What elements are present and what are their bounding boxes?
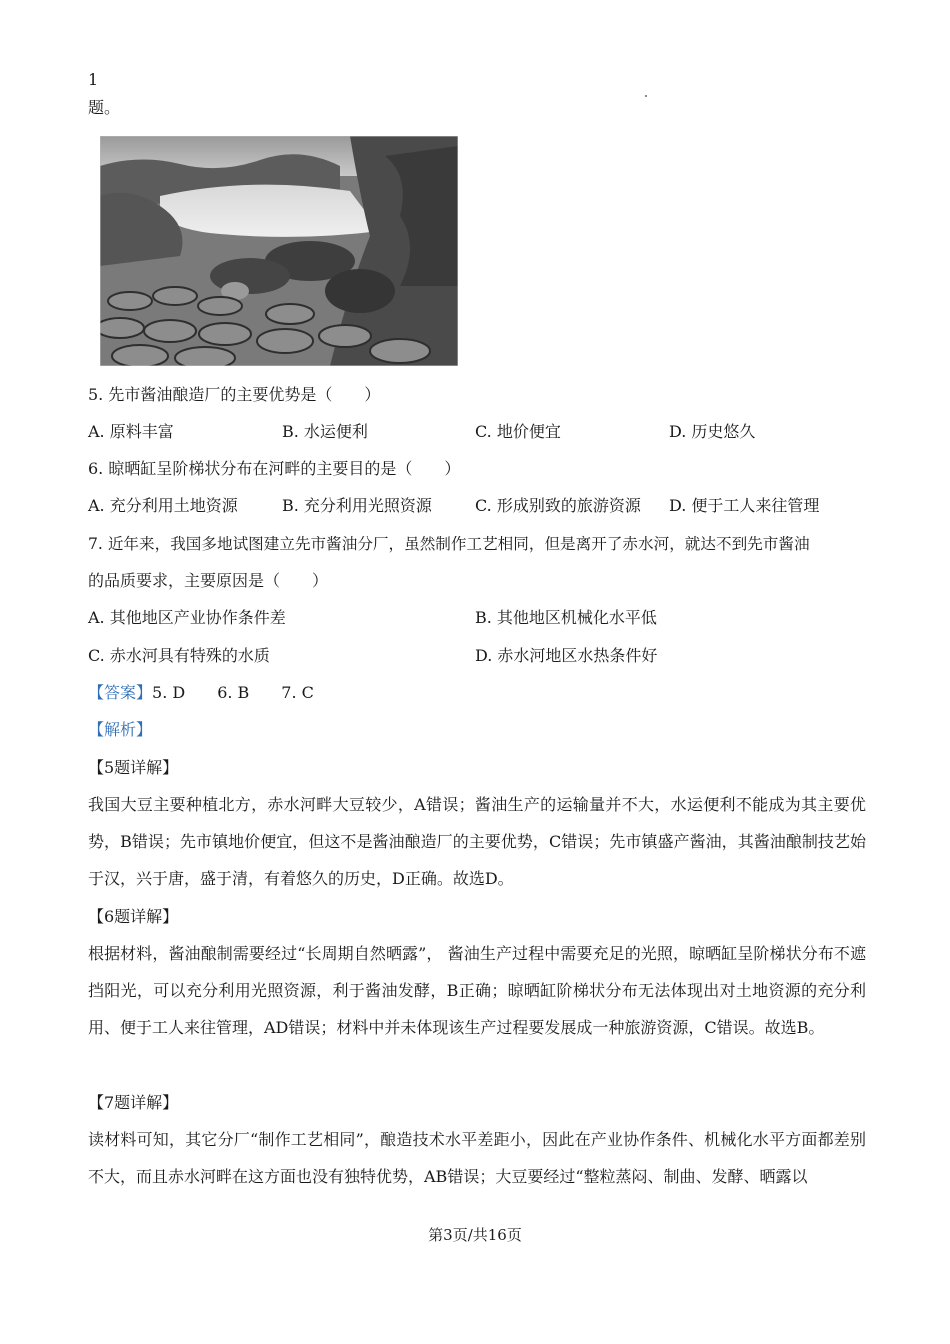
sauce-jars-photo xyxy=(100,136,458,366)
stray-dot xyxy=(645,95,647,97)
page-footer: 第3页/共16页 xyxy=(428,1226,522,1244)
q6-option-d: D. 便于工人来往管理 xyxy=(669,496,820,515)
answer-line xyxy=(88,683,314,703)
q5-option-c: C. 地价便宜 xyxy=(475,422,561,441)
detail-6-text: 根据材料，酱油酿制需要经过“长周期自然晒露”， 酱油生产过程中需要充足的光照，晾晒缸呈阶梯状分布不遮挡阳光，可以充分利用光照资源，利于酱油发酵，B正确；晾晒缸阶梯状分布无法体现出对土地资源的充分利用、便于工人来往管理，AD错误；材料中并未体现该生产过程要发展成一种旅游资源，C错误。故选B。 xyxy=(88,944,866,1037)
question-5-stem: 5. 先市酱油酿造厂的主要优势是（ ） xyxy=(88,385,381,404)
question-6-stem: 6. 晾晒缸呈阶梯状分布在河畔的主要目的是（ ） xyxy=(88,459,461,478)
detail-6-heading: 【6题详解】 xyxy=(88,907,179,926)
q6-option-a: A. 充分利用土地资源 xyxy=(88,496,238,515)
answer-label: 【答案】 xyxy=(88,683,153,702)
q7-option-d: D. 赤水河地区水热条件好 xyxy=(475,646,658,665)
q7-option-a: A. 其他地区产业协作条件差 xyxy=(88,608,286,627)
question-7-stem-line1: 7. 近年来，我国多地试图建立先市酱油分厂，虽然制作工艺相同，但是离开了赤水河，就达不到先市酱油 xyxy=(88,535,810,553)
detail-7-text: 读材料可知，其它分厂“制作工艺相同”，酿造技术水平差距小，因此在产业协作条件、机械化水平方面都差别不大，而且赤水河畔在这方面也没有独特优势，AB错误；大豆要经过“整粒蒸闷、制曲、发酵、晒露以 xyxy=(88,1130,866,1186)
q5-option-b: B. 水运便利 xyxy=(282,422,368,441)
question-7-stem-line2: 的品质要求，主要原因是（ ） xyxy=(88,571,329,590)
detail-7-heading: 【7题详解】 xyxy=(88,1093,179,1112)
page-mark: 1 xyxy=(88,70,99,89)
analysis-label: 【解析】 xyxy=(88,720,153,739)
q7-option-b: B. 其他地区机械化水平低 xyxy=(475,608,657,627)
detail-5-text: 我国大豆主要种植北方，赤水河畔大豆较少，A错误；酱油生产的运输量并不大，水运便利不能成为其主要优势，B错误；先市镇地价便宜，但这不是酱油酿造厂的主要优势，C错误；先市镇盛产酱油，其酱油酿制技艺始于汉，兴于唐，盛于清，有着悠久的历史，D正确。故选D。 xyxy=(88,795,866,888)
answer-values: 5. D 6. B 7. C xyxy=(152,683,314,702)
q5-option-d: D. 历史悠久 xyxy=(669,422,756,441)
q6-option-c: C. 形成别致的旅游资源 xyxy=(475,496,641,515)
detail-5-heading: 【5题详解】 xyxy=(88,758,179,777)
q7-option-c: C. 赤水河具有特殊的水质 xyxy=(88,646,270,665)
q5-option-a: A. 原料丰富 xyxy=(88,422,174,441)
q6-option-b: B. 充分利用光照资源 xyxy=(282,496,432,515)
continuation-text: 题。 xyxy=(88,98,121,117)
